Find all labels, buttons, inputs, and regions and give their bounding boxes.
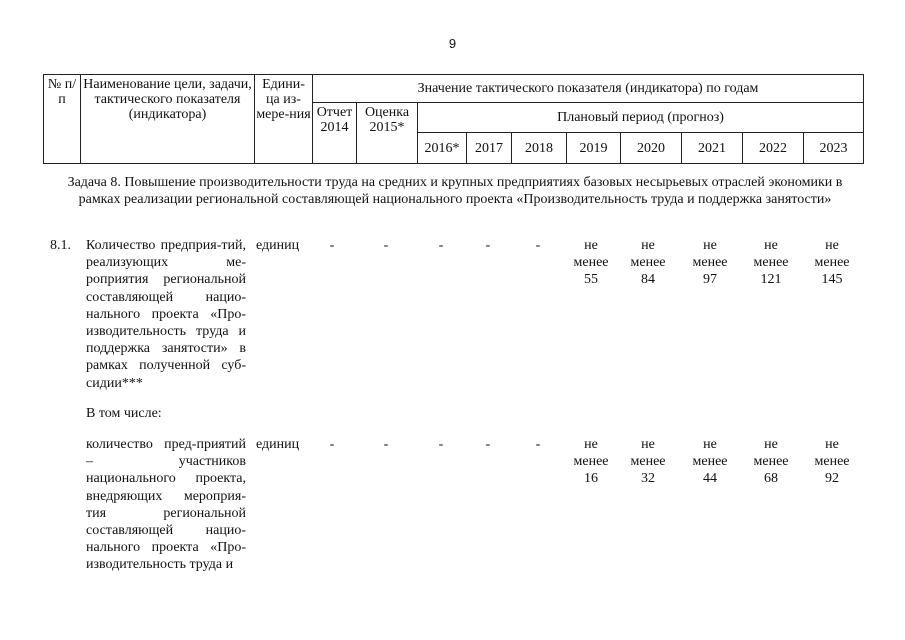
indicator-table-header [43, 74, 864, 164]
task-title: Задача 8. Повышение производительности труда на средних и крупных предприятиях базовых несырьевых отраслей экономики в рамках реализации региональной составляющей национального проекта «Производительность труда и поддержка занятости» [67, 175, 843, 207]
header-col-name: Наименование цели, задачи, тактического показателя (индикатора) [81, 75, 255, 164]
value-dash: - [329, 437, 335, 452]
value-cell: не менее 121 [753, 238, 789, 288]
header-year: 2019 [567, 133, 621, 164]
header-year: 2016* [418, 133, 467, 164]
value-dash: - [329, 238, 335, 253]
value-cell: не менее 145 [814, 238, 850, 288]
header-year: 2022 [743, 133, 804, 164]
header-col-estimate: Оценка 2015* [357, 103, 418, 164]
header-year: 2018 [512, 133, 567, 164]
including-label: В том числе: [86, 406, 162, 421]
value-cell: не менее 55 [573, 238, 609, 288]
value-dash: - [438, 238, 444, 253]
header-col-number: № п/п [44, 75, 81, 164]
header-col-plan: Плановый период (прогноз) [418, 103, 864, 133]
header-year: 2020 [621, 133, 682, 164]
unit-of-measure: единиц [256, 437, 300, 452]
value-dash: - [535, 238, 541, 253]
value-cell: не менее 92 [814, 437, 850, 487]
indicator-name: количество пред-приятий – участников национального проекта, внедряющих мероприя-тия региональной составляющей нацио-нального проекта «Про-изводительность труда и [86, 437, 246, 573]
value-cell: не менее 84 [630, 238, 666, 288]
value-dash: - [383, 238, 389, 253]
unit-of-measure: единиц [256, 238, 300, 253]
value-cell: не менее 97 [692, 238, 728, 288]
value-cell: не менее 44 [692, 437, 728, 487]
header-year: 2023 [804, 133, 864, 164]
value-dash: - [438, 437, 444, 452]
indicator-name: Количество предприя-тий, реализующих ме-роприятия региональной составляющей нацио-нального проекта «Про-изводительность труда и поддержка занятости» в рамках полученной суб-сидии*** [86, 238, 246, 391]
header-col-values: Значение тактического показателя (индикатора) по годам [313, 75, 864, 103]
value-dash: - [383, 437, 389, 452]
value-cell: не менее 16 [573, 437, 609, 487]
value-cell: не менее 32 [630, 437, 666, 487]
value-dash: - [535, 437, 541, 452]
value-dash: - [485, 437, 491, 452]
page-number: 9 [448, 36, 457, 51]
value-dash: - [485, 238, 491, 253]
header-col-report: Отчет 2014 [313, 103, 357, 164]
header-col-unit: Едини-ца из-мере-ния [255, 75, 313, 164]
row-number: 8.1. [50, 238, 71, 253]
header-year: 2017 [467, 133, 512, 164]
header-year: 2021 [682, 133, 743, 164]
value-cell: не менее 68 [753, 437, 789, 487]
